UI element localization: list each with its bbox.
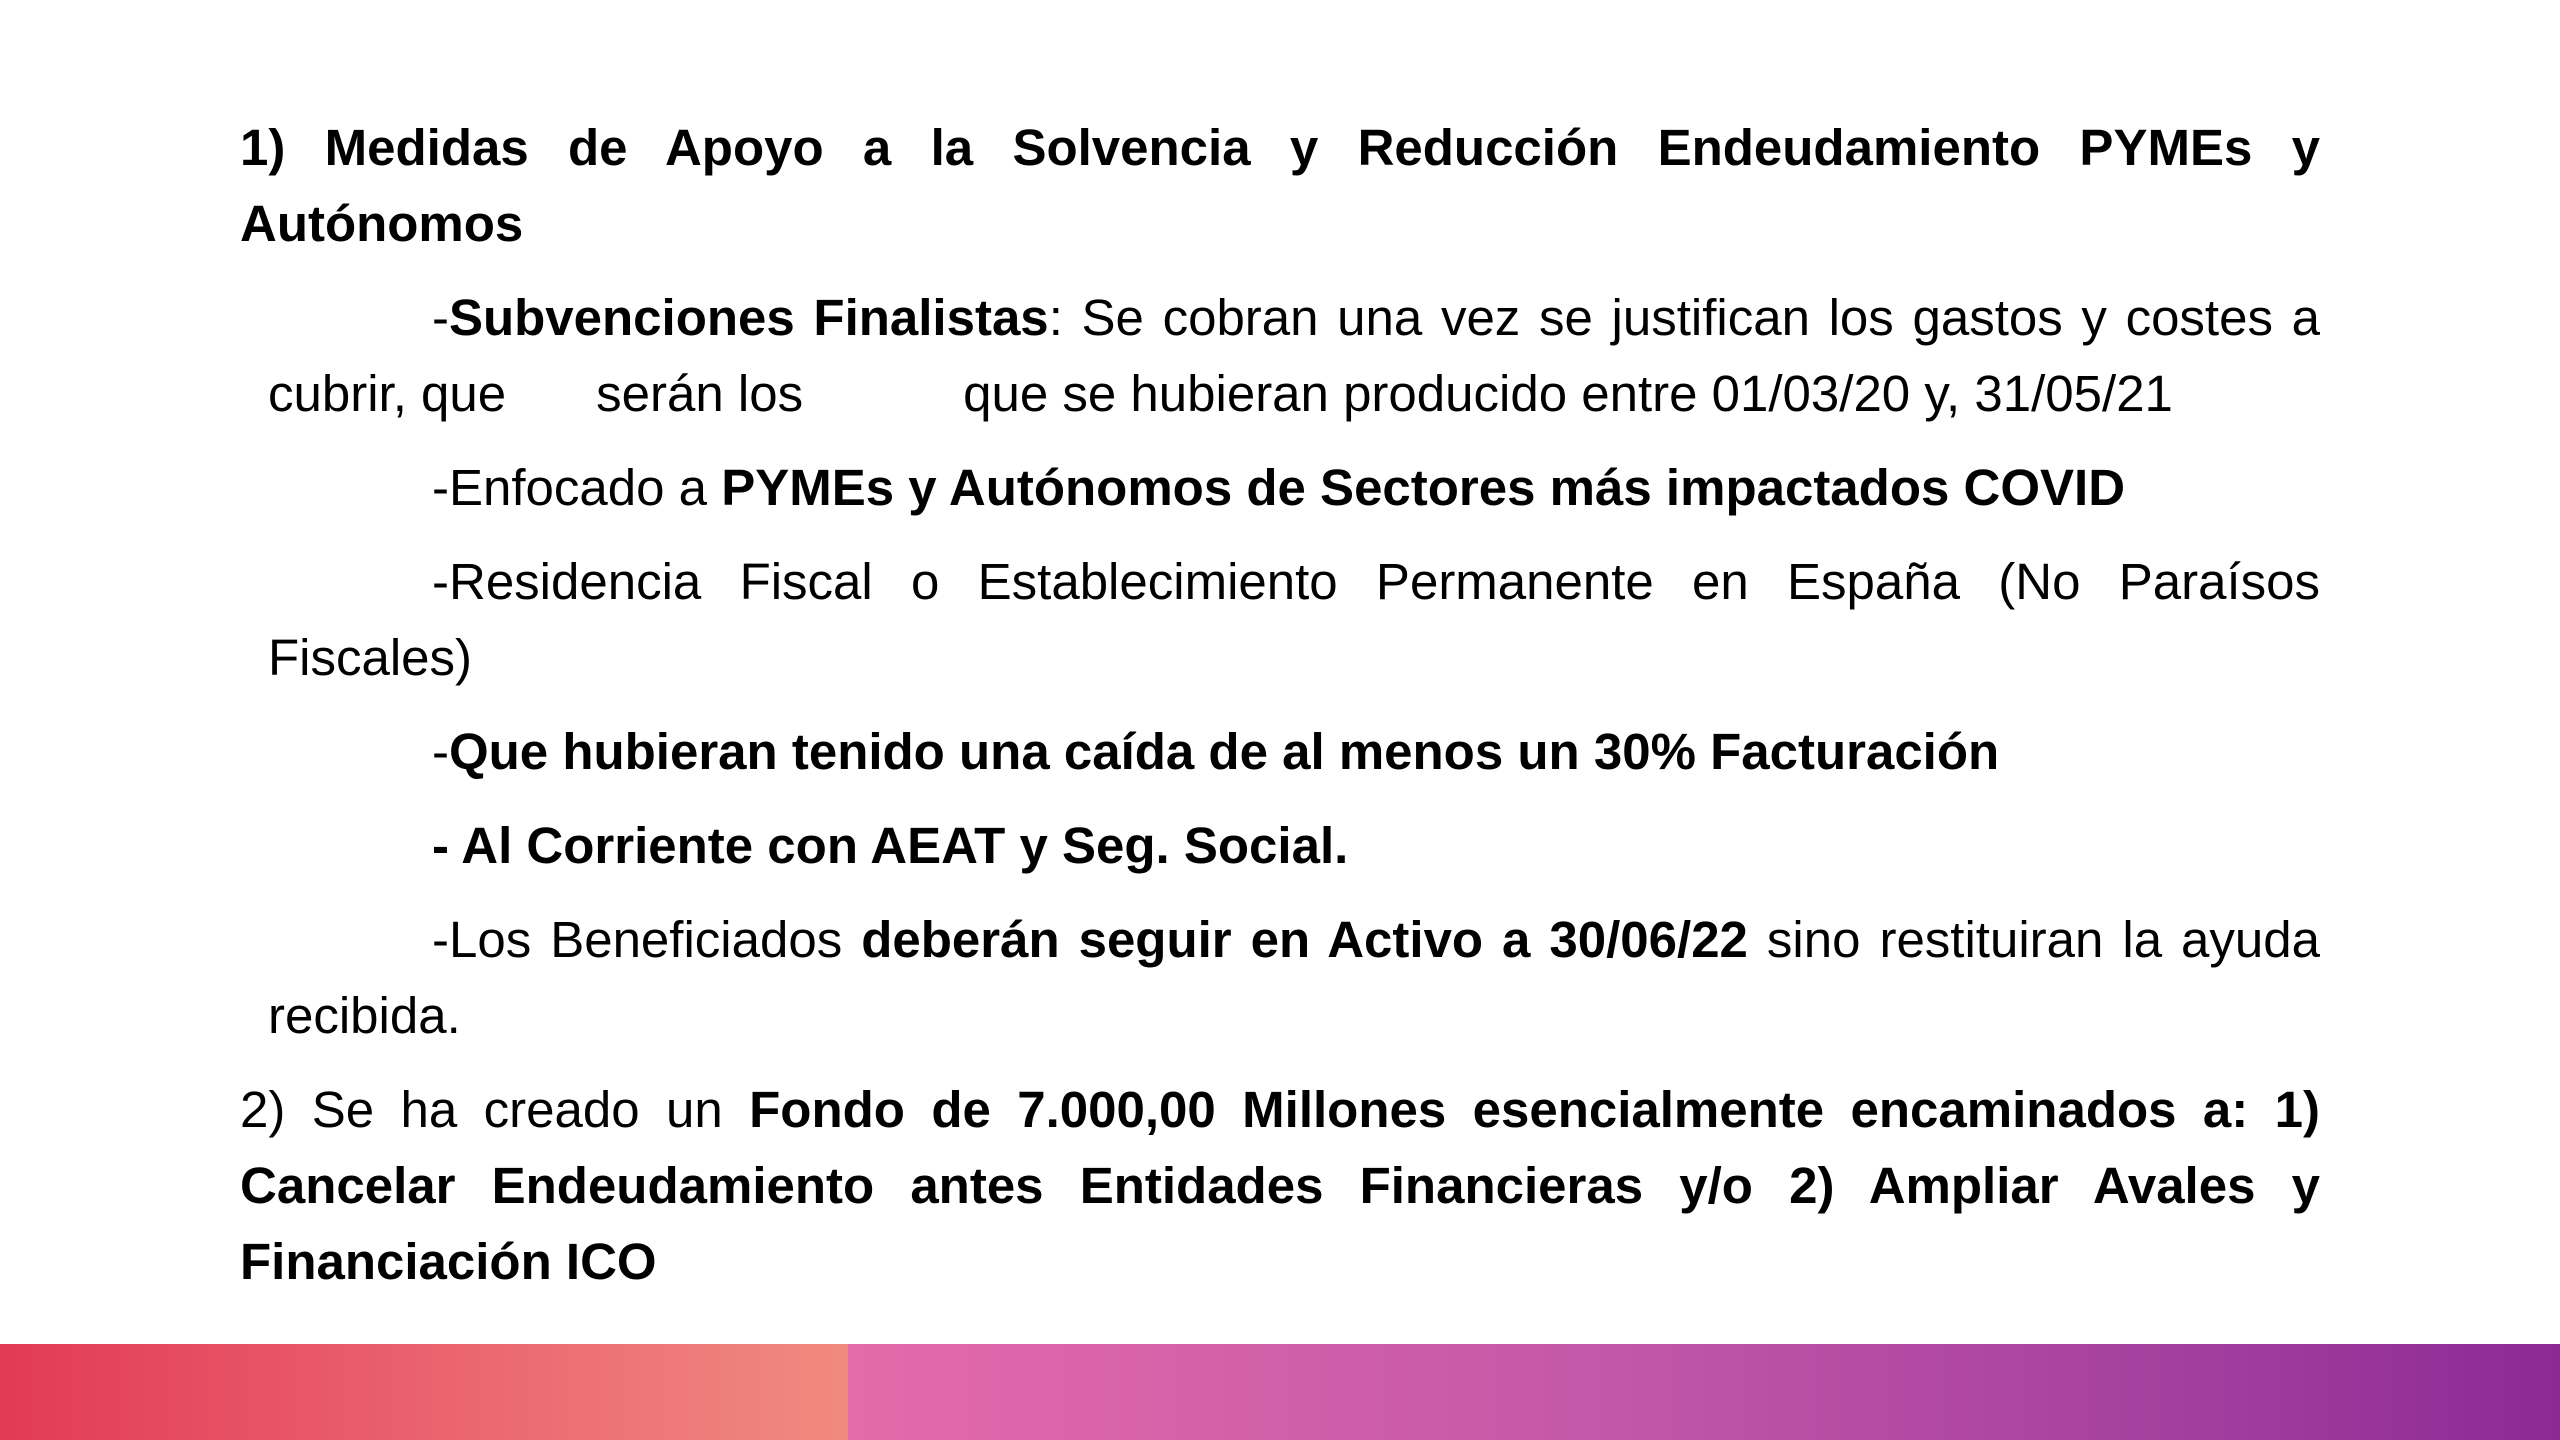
- footer-bar-left: [0, 1344, 848, 1440]
- bullet-residencia: -Residencia Fiscal o Establecimiento Permanente en España (No Paraísos Fiscales): [268, 553, 2320, 686]
- section-2-paragraph: [240, 1072, 2320, 1300]
- bullet-beneficiados-normal-a: -Los Beneficiados: [432, 911, 862, 968]
- bullet-subvenciones-bold: Subvenciones Finalistas: [448, 289, 1049, 346]
- slide-content: [240, 110, 2320, 1300]
- section-2-normal: 2) Se ha creado un: [240, 1081, 750, 1138]
- bullet-dash: -: [432, 289, 449, 346]
- bullet-caida: [240, 714, 2320, 790]
- bullet-subvenciones-text-b: serán los: [596, 365, 804, 422]
- bullet-subvenciones-text-c: que se hubieran producido entre 01/03/20 y, 31/05/21: [963, 365, 2173, 422]
- bullet-enfocado-bold: PYMEs y Autónomos de Sectores más impactados COVID: [721, 459, 2126, 516]
- section-1-title: 1) Medidas de Apoyo a la Solvencia y Reducción Endeudamiento PYMEs y Autónomos: [240, 119, 2320, 252]
- bullet-beneficiados-bold: deberán seguir en Activo a 30/06/22: [861, 911, 1748, 968]
- bullet-enfocado-normal: -Enfocado a: [432, 459, 722, 516]
- bullet-enfocado: [240, 450, 2320, 526]
- bullet-subvenciones: [240, 280, 2320, 432]
- footer-bar-right: [848, 1344, 2560, 1440]
- bullet-caida-dash: -: [432, 723, 449, 780]
- bullet-subvenciones-text-a: : Se cobran una vez se justifican los gastos y costes a cubrir, que: [268, 289, 2320, 422]
- bullet-corriente: - Al Corriente con AEAT y Seg. Social.: [432, 817, 1349, 874]
- bullet-caida-bold: Que hubieran tenido una caída de al menos un 30% Facturación: [448, 723, 2000, 780]
- section-2-bold: Fondo de 7.000,00 Millones esencialmente encaminados a: 1) Cancelar Endeudamiento antes Entidades Financieras y/o 2) Ampliar Avales y Financiación ICO: [240, 1081, 2320, 1290]
- bullet-beneficiados-normal-b: sino restituiran la ayuda recibida.: [268, 911, 2320, 1044]
- bullet-beneficiados: [240, 902, 2320, 1054]
